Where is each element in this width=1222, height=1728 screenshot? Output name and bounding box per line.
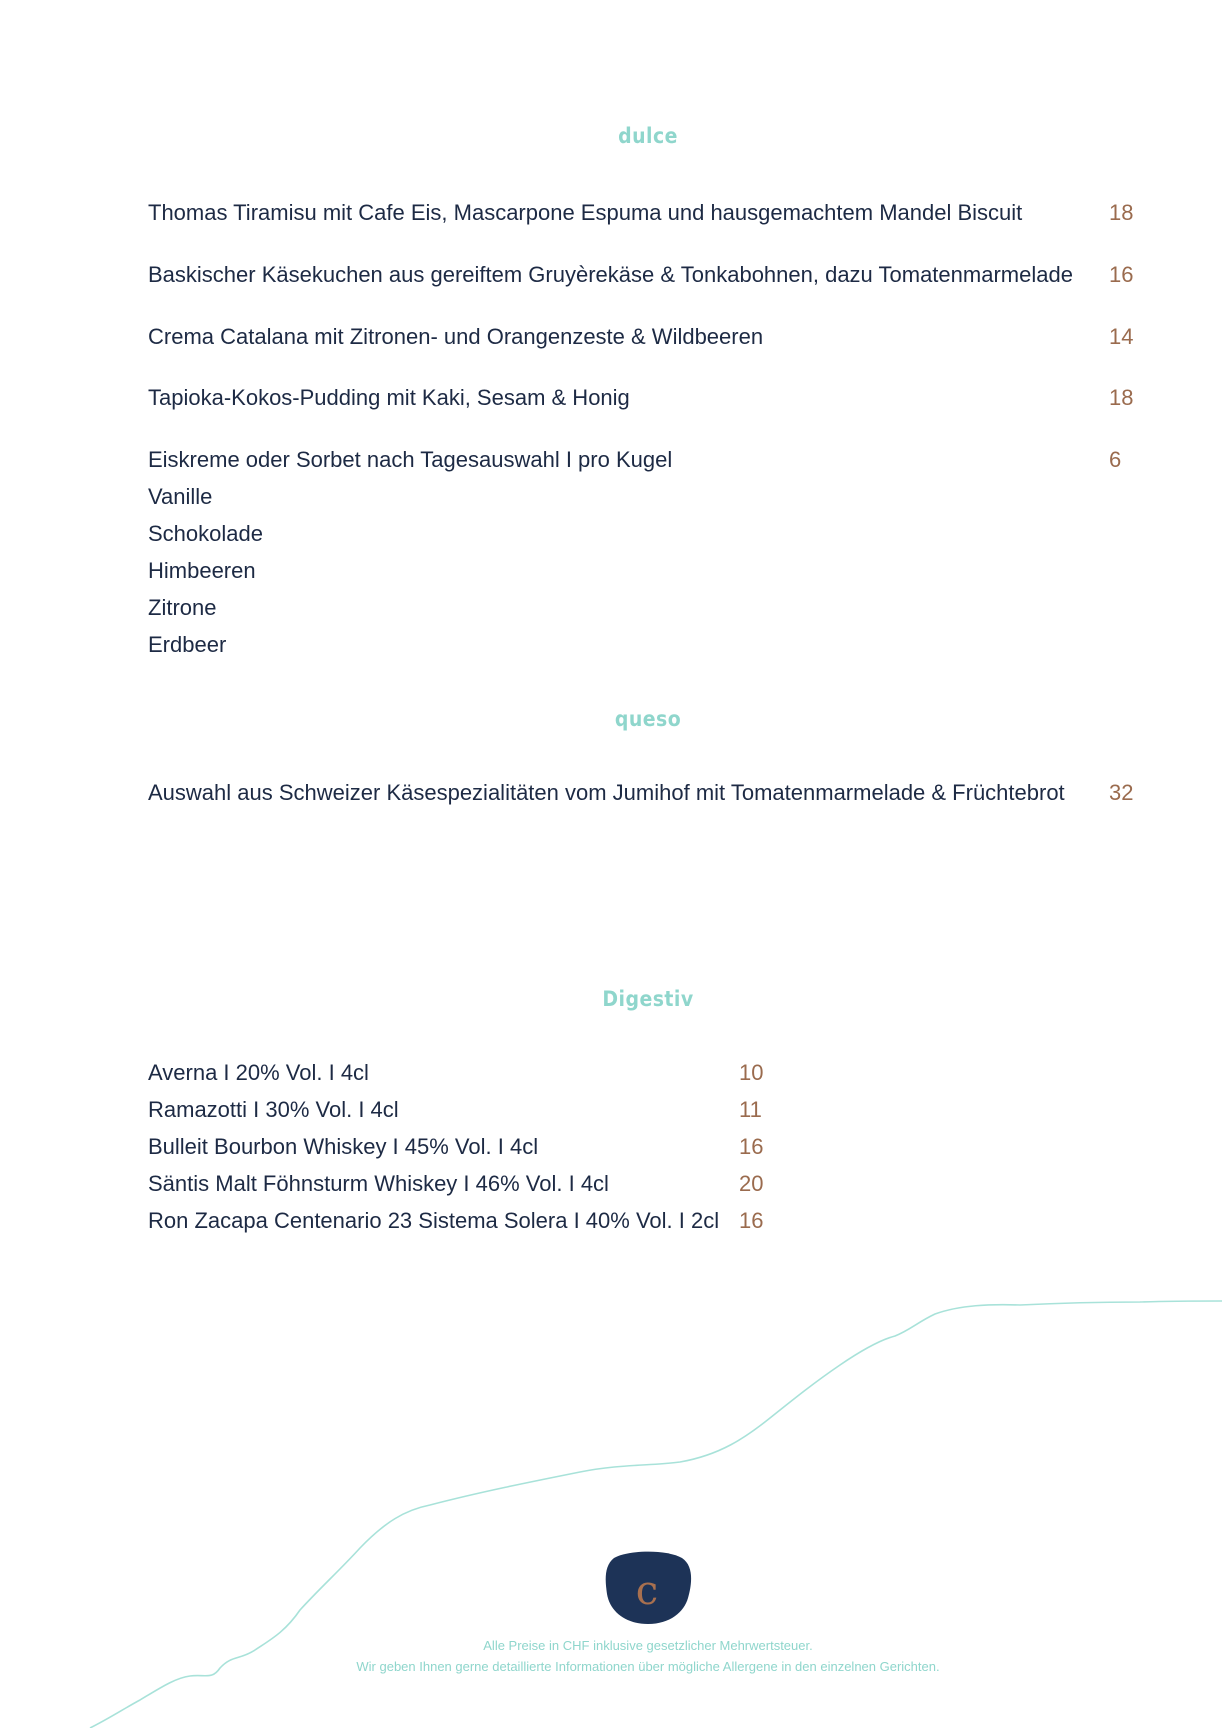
drink-item-name: Säntis Malt Föhnsturm Whiskey I 46% Vol. I 4cl (148, 1171, 609, 1196)
drink-item-name: Ramazotti I 30% Vol. I 4cl (148, 1097, 399, 1122)
drink-item-price: 10 (739, 1060, 764, 1085)
menu-item-price: 16 (1109, 262, 1134, 287)
flavor-item: Himbeeren (148, 558, 256, 583)
menu-item-price: 18 (1109, 200, 1134, 225)
section-title-digestiv: Digestiv (602, 987, 694, 1011)
drink-item-name: Ron Zacapa Centenario 23 Sistema Solera I 40% Vol. I 2cl (148, 1208, 720, 1233)
restaurant-logo (604, 1550, 692, 1626)
menu-item-price: 18 (1109, 385, 1134, 410)
flavor-item: Erdbeer (148, 632, 227, 657)
menu-item-price: 6 (1109, 447, 1122, 472)
drink-item-price: 11 (739, 1097, 762, 1122)
menu-item-name: Auswahl aus Schweizer Käsespezialitäten vom Jumihof mit Tomatenmarmelade & Früchtebrot (148, 780, 1065, 805)
menu-item-name: Baskischer Käsekuchen aus gereiftem Gruyèrekäse & Tonkabohnen, dazu Tomatenmarmelade (148, 262, 1073, 287)
section-title-dulce: dulce (618, 124, 678, 148)
menu-item-name: Thomas Tiramisu mit Cafe Eis, Mascarpone Espuma und hausgemachtem Mandel Biscuit (148, 200, 1023, 225)
menu-item-price: 14 (1109, 324, 1134, 349)
footer-allergen-note: Wir geben Ihnen gerne detaillierte Informationen über mögliche Allergene in den einzelnen Gerichten. (356, 1659, 940, 1674)
menu-item-name: Tapioka-Kokos-Pudding mit Kaki, Sesam & Honig (148, 385, 630, 410)
flavor-item: Vanille (148, 484, 213, 509)
drink-item-price: 16 (739, 1134, 764, 1159)
menu-item-name: Eiskreme oder Sorbet nach Tagesauswahl I pro Kugel (148, 447, 673, 472)
footer-price-note: Alle Preise in CHF inklusive gesetzlicher Mehrwertsteuer. (483, 1638, 813, 1653)
drink-item-price: 20 (739, 1171, 764, 1196)
menu-item-price: 32 (1109, 780, 1134, 805)
flavor-item: Zitrone (148, 595, 217, 620)
drink-item-price: 16 (739, 1208, 764, 1233)
menu-item-name: Crema Catalana mit Zitronen- und Orangenzeste & Wildbeeren (148, 324, 764, 349)
drink-item-name: Averna I 20% Vol. I 4cl (148, 1060, 369, 1085)
flavor-item: Schokolade (148, 521, 263, 546)
section-title-queso: queso (614, 707, 682, 731)
drink-item-name: Bulleit Bourbon Whiskey I 45% Vol. I 4cl (148, 1134, 539, 1159)
logo-letter: c (635, 1568, 659, 1614)
